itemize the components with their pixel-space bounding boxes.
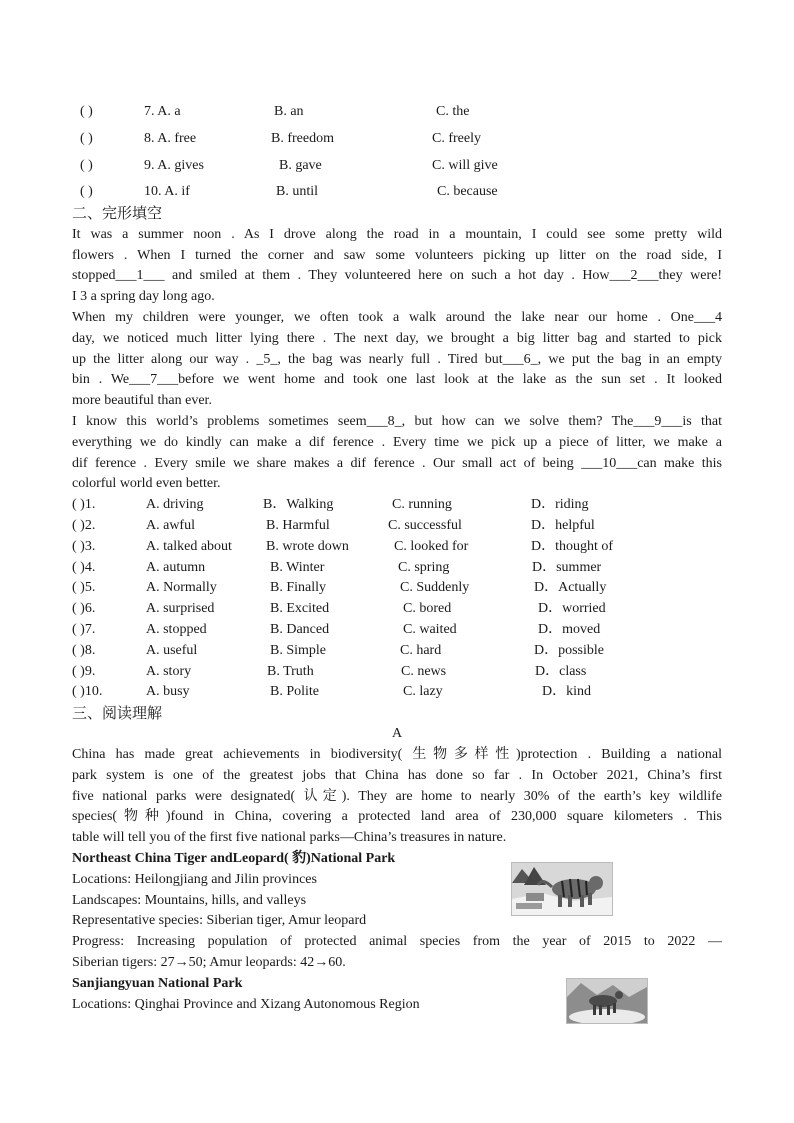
option-b: B. gave [279,158,322,173]
passage-line: stopped___1___ and smiled at them . They volunteered here on such a hot day . How___2___they were! [72,268,722,283]
passage-line: table will tell you of the first five national parks—China’s treasures in nature. [72,830,507,845]
passage-line: day, we noticed much litter lying there . The next day, we brought a big litter bag and started to pick [72,331,722,346]
option-c: C. bored [403,601,452,616]
option-b: B. Winter [270,560,325,575]
option-c: C. waited [403,622,457,637]
option-a: 10. A. if [144,184,190,199]
answer-paren[interactable]: ( )6. [72,601,96,616]
option-a: A. story [146,664,192,679]
option-c: C. lazy [403,684,443,699]
option-b: B. Polite [270,684,320,699]
park1-locations: Locations: Heilongjiang and Jilin provinces [72,872,317,887]
option-d: D．moved [538,622,601,637]
park1-landscapes: Landscapes: Mountains, hills, and valleys [72,893,307,908]
option-a: A. Normally [146,580,217,595]
option-c: C. the [436,104,470,119]
option-c: C. looked for [394,539,469,554]
option-c: C. news [401,664,447,679]
passage-line: I 3 a spring day long ago. [72,289,215,304]
tiger-illustration [512,863,612,915]
option-b: B．Walking [263,497,334,512]
option-d: D．worried [538,601,606,616]
option-c: C. freely [432,131,481,146]
option-c: C. Suddenly [400,580,470,595]
tiger-picture [511,862,613,916]
option-c: C. because [437,184,498,199]
option-a: 7. A. a [144,104,181,119]
answer-paren[interactable]: ( )3. [72,539,96,554]
answer-paren[interactable]: ( )1. [72,497,96,512]
passage-line: up the litter along our way . _5_, the bag was nearly full . Tired but___6_, we put the bag in an empty [72,352,722,367]
passage-line: species(物种)found in China, covering a protected land area of 230,000 square kilometers . This [72,809,722,824]
park1-progress-detail: Siberian tigers: 27→50; Amur leopards: 42→60. [72,955,346,970]
answer-paren[interactable]: ( )10. [72,684,103,699]
option-d: D．helpful [531,518,595,533]
option-a: 8. A. free [144,131,197,146]
reading-heading: 三、阅读理解 [72,704,163,722]
answer-paren[interactable]: ( )7. [72,622,96,637]
animal-picture [566,978,648,1024]
option-c: C. hard [400,643,442,658]
option-d: D．kind [542,684,591,699]
option-a: A. useful [146,643,198,658]
answer-paren[interactable]: ( )2. [72,518,96,533]
option-a: A. stopped [146,622,207,637]
answer-paren[interactable]: ( )9. [72,664,96,679]
park1-progress: Progress: Increasing population of protected animal species from the year of 2015 to 2022 — [72,934,722,949]
leopard-illustration [567,979,647,1023]
option-b: B. Harmful [266,518,330,533]
answer-paren[interactable]: ( ) [80,184,93,199]
option-b: B. until [276,184,319,199]
answer-paren[interactable]: ( )8. [72,643,96,658]
option-a: 9. A. gives [144,158,204,173]
park2-title: Sanjiangyuan National Park [72,976,243,991]
option-b: B. an [274,104,304,119]
option-d: D．possible [534,643,604,658]
cloze-heading: 二、完形填空 [72,204,163,222]
passage-label: A [391,726,403,741]
passage-line: park system is one of the greatest jobs that China has done so far . In October 2021, China’s first [72,768,722,783]
passage-line: When my children were younger, we often took a walk around the lake near our home . One___4 [72,310,722,325]
option-b: B. Danced [270,622,330,637]
option-d: D．Actually [534,580,607,595]
answer-paren[interactable]: ( ) [80,158,93,173]
passage-line: colorful world even better. [72,476,221,491]
option-b: B. Simple [270,643,327,658]
option-b: B. wrote down [266,539,349,554]
option-a: A. autumn [146,560,206,575]
park1-title: Northeast China Tiger andLeopard( 豹)National Park [72,851,396,866]
passage-line: flowers . When I turned the corner and saw some volunteers picking up litter on the road side, I [72,248,722,263]
passage-line: dif ference . Every smile we share makes a dif ference . Our small act of being ___10___can make this [72,456,722,471]
option-b: B. Finally [270,580,327,595]
option-d: D．summer [532,560,602,575]
option-a: A. talked about [146,539,232,554]
option-d: D．riding [531,497,589,512]
park1-species: Representative species: Siberian tiger, Amur leopard [72,913,367,928]
answer-paren[interactable]: ( )5. [72,580,96,595]
park2-locations: Locations: Qinghai Province and Xizang Autonomous Region [72,997,420,1012]
option-c: C. will give [432,158,498,173]
passage-line: China has made great achievements in biodiversity( 生物多样性)protection . Building a national [72,747,722,762]
option-b: B. Truth [267,664,314,679]
answer-paren[interactable]: ( )4. [72,560,96,575]
passage-line: bin . We___7___before we went home and took one last look at the lake as the sun set . It looked [72,372,722,387]
option-c: C. spring [398,560,450,575]
answer-paren[interactable]: ( ) [80,104,93,119]
passage-line: It was a summer noon . As I drove along the road in a mountain, I could see some pretty wild [72,227,722,242]
option-d: D．class [535,664,587,679]
option-c: C. successful [388,518,462,533]
passage-line: everything we do kindly can make a dif ference . Every time we pick up a piece of litter, we make a [72,435,722,450]
passage-line: more beautiful than ever. [72,393,212,408]
answer-paren[interactable]: ( ) [80,131,93,146]
option-a: A. awful [146,518,195,533]
option-c: C. running [392,497,452,512]
option-a: A. surprised [146,601,215,616]
option-b: B. Excited [270,601,330,616]
option-a: A. busy [146,684,190,699]
option-a: A. driving [146,497,204,512]
passage-line: five national parks were designated( 认定). They are home to nearly 30% of the earth’s key wildlife [72,789,722,804]
passage-line: I know this world’s problems sometimes seem___8_, but how can we solve them? The___9___is that [72,414,722,429]
option-d: D．thought of [531,539,614,554]
option-b: B. freedom [271,131,334,146]
